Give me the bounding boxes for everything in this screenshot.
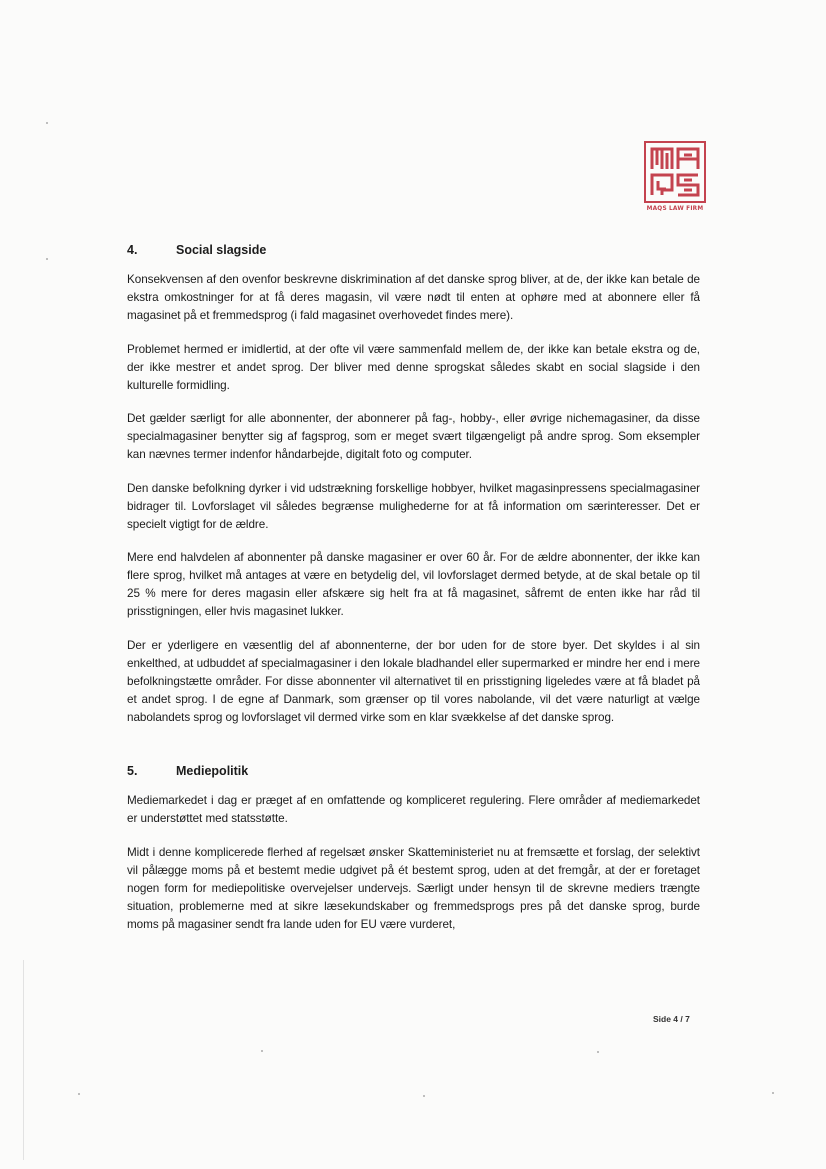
paragraph: Mere end halvdelen af abonnenter på danske magasiner er over 60 år. For de ældre abonnenter, der ikke kan flere sprog, hvilket må antages at være en betydelig del, vil lovforslaget dermed betyde, at de skal betale op til 25 % mere for deres magasin eller afskære sig helt fra at få magasinet, såfremt de enten ikke har råd til prisstigningen, eller hvis magasinet lukker. — [127, 551, 700, 618]
section-heading — [127, 243, 700, 257]
scan-speck — [46, 258, 48, 260]
paragraph: Den danske befolkning dyrker i vid udstrækning forskellige hobbyer, hvilket magasinpressens specialmagasiner bidrager til. Lovforslaget vil således begrænse mulighederne for at få information om særinteresser. Det er specielt vigtigt for de ældre. — [127, 481, 700, 531]
logo-monogram-icon — [646, 143, 704, 201]
section-number: 5. — [127, 764, 138, 778]
paragraph: Mediemarkedet i dag er præget af en omfattende og kompliceret regulering. Flere områder af mediemarkedet er understøttet med statsstøtte. — [127, 794, 700, 825]
logo-caption: MAQS LAW FIRM — [646, 206, 704, 212]
paragraph: Konsekvensen af den ovenfor beskrevne diskrimination af det danske sprog bliver, at de, der ikke kan betale de ekstra omkostninger for at få deres magasin, vil være nødt til enten at ophøre med at abonnere eller få magasinet på et fremmedsprog (i fald magasinet overhovedet findes mere). — [127, 273, 700, 322]
page-number: Side 4 / 7 — [653, 1014, 690, 1024]
logo-mark — [644, 141, 706, 203]
section-mediepolitik — [127, 764, 700, 949]
paragraph: Der er yderligere en væsentlig del af abonnenterne, der bor uden for de store byer. Det skyldes i al sin enkelthed, at udbuddet af specialmagasiner i den lokale bladhandel eller supermarked er mindre her end i mere befolkningstætte områder. For disse abonnenter vil alternativet til en prisstigning ligeledes være at få bladet på et andet sprog. I de egne af Danmark, som grænser op til vores nabolande, vil det være naturligt at vælge nabolandets sprog og lovforslaget vil dermed virke som en klar svækkelse af det danske sprog. — [127, 638, 700, 724]
section-heading — [127, 764, 700, 778]
section-title: Mediepolitik — [176, 764, 249, 778]
paragraph: Det gælder særligt for alle abonnenter, der abonnerer på fag-, hobby-, eller øvrige nichemagasiner, da disse specialmagasiner benytter sig af fagsprog, som er meget svært tilgængeligt på andre sprog. Som eksempler kan nævnes termer indenfor håndarbejde, digitalt foto og computer. — [127, 412, 700, 461]
paragraph: Midt i denne komplicerede flerhed af regelsæt ønsker Skatteministeriet nu at fremsætte et forslag, der selektivt vil pålægge moms på et bestemt medie udgivet på ét bestemt sprog, uden at det fremgår, at der er foretaget nogen form for mediepolitiske overvejelser undervejs. Særligt under hensyn til de skrevne mediers trængte situation, problemerne med at sikre læsekundskaber og fremmedsprogs pres på det danske sprog, burde moms på magasiner sendt fra lande uden for EU være vurderet, — [127, 845, 700, 931]
scan-speck — [597, 1051, 599, 1053]
scan-speck — [423, 1095, 425, 1097]
paragraph: Problemet hermed er imidlertid, at der ofte vil være sammenfald mellem de, der ikke kan betale ekstra og de, der ikke mestrer et andet sprog. Der bliver med denne sprogskat således skabt en social slagside i den kulturelle formidling. — [127, 342, 700, 392]
section-number: 4. — [127, 243, 138, 257]
scan-edge — [23, 960, 24, 1160]
scan-speck — [78, 1093, 80, 1095]
scan-speck — [772, 1092, 774, 1094]
scan-speck — [46, 122, 48, 124]
section-social-slagside — [127, 243, 700, 742]
section-title: Social slagside — [176, 243, 267, 257]
scan-speck — [261, 1050, 263, 1052]
firm-logo — [641, 141, 709, 212]
